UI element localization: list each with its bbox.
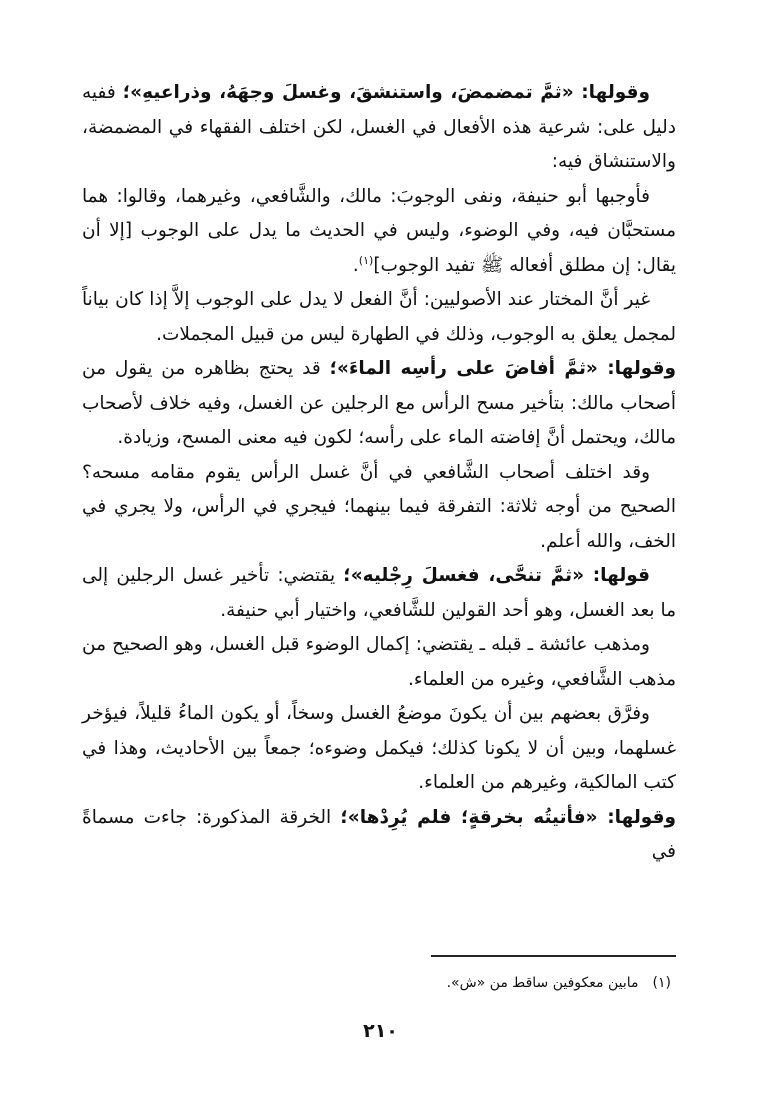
text-span: ففيه دليل على: شرعية هذه الأفعال في الغسل، لكن اختلف الفقهاء في المضمضة، والاستنشاق فيه:: [82, 82, 676, 172]
text-span: وقد اختلف أصحاب الشَّافعي في أنَّ غسل الرأس يقوم مقامه مسحه؟ الصحيح من أوجه ثلاثة: التفرقة فيما بينهما؛ فيجري في الرأس، ولا يجري في الخف، والله أعلم.: [82, 461, 676, 552]
text-span: وفرَّق بعضهم بين أن يكونَ موضعُ الغسل وسخاً، أو يكون الماءُ قليلاً، فيؤخر غسلهما، وبين أن لا يكونا كذلك؛ فيكمل وضوءه؛ جمعاً بين الأحاديث، وهذا في كتب المالكية، وغيرهم من العلماء.: [82, 703, 676, 793]
text-span: ومذهب عائشة ـ قبله ـ يقتضي: إكمال الوضوء قبل الغسل، وهو الصحيح من مذهب الشَّافعي، وغيره من العلماء.: [82, 634, 676, 690]
footnote-reference[interactable]: (١): [358, 253, 374, 267]
body-text: [82, 76, 676, 870]
quote-span: قولها: «ثمَّ تنحَّى، فغسلَ رِجْليه»؛: [343, 565, 650, 586]
footnote-number: (١): [652, 975, 671, 991]
text-span: فأوجبها أبو حنيفة، ونفى الوجوبَ: مالك، والشَّافعي، وغيرهما، وقالوا: هما مستحبَّان فيه، وفي الوضوء، وليس في الحديث ما يدل على الوجوب [إلا أن يقال: إن مطلق أفعاله ﷺ تفيد الوجوب]: [82, 185, 676, 276]
quote-span: وقولها: «ثمَّ أفاضَ على رأسِه الماءَ»؛: [329, 358, 677, 379]
quote-span: وقولها: «فأتيتُه بخرقةٍ؛ فلم يُرِدْها»؛: [340, 806, 676, 828]
text-span: غير أنَّ المختار عند الأصوليين: أنَّ الفعل لا يدل على الوجوب إلاَّ إذا كان بياناً لمجمل يعلق به الوجوب، وذلك في الطهارة ليس من قبيل المجملات.: [82, 289, 676, 345]
text-span: يقتضي: تأخير غسل الرجلين إلى ما بعد الغسل، وهو أحد القولين للشَّافعي، واختيار أبي حنيفة.: [82, 565, 676, 621]
paragraph-8: [82, 697, 676, 801]
footnote: [271, 972, 671, 994]
page-number: ٢١٠: [363, 1020, 398, 1042]
paragraph-1: [82, 76, 676, 180]
footnote-text: مابين معكوفين ساقط من «ش».: [446, 975, 639, 991]
paragraph-9: [82, 801, 676, 870]
paragraph-6: [82, 559, 676, 628]
paragraph-5: [82, 456, 676, 560]
paragraph-2: [82, 180, 676, 284]
text-span: الخرقة المذكورة: جاءت مسماةً في: [82, 806, 676, 862]
paragraph-4: [82, 352, 676, 456]
quote-span: وقولها: «ثمَّ تمضمضَ، واستنشقَ، وغسلَ وجهَهُ، وذراعيهِ»؛: [122, 82, 650, 103]
text-span: قد يحتج بظاهره من يقول من أصحاب مالك: بتأخير مسح الرأس مع الرجلين عن الغسل، وفيه خلاف لأصحاب مالك، ويحتمل أنَّ إفاضته الماء على رأسه؛ لكون فيه معنى المسح، وزيادة.: [82, 358, 676, 448]
paragraph-7: [82, 628, 676, 697]
footnote-separator: [431, 955, 676, 957]
paragraph-3: [82, 283, 676, 352]
text-span: .: [352, 254, 359, 276]
